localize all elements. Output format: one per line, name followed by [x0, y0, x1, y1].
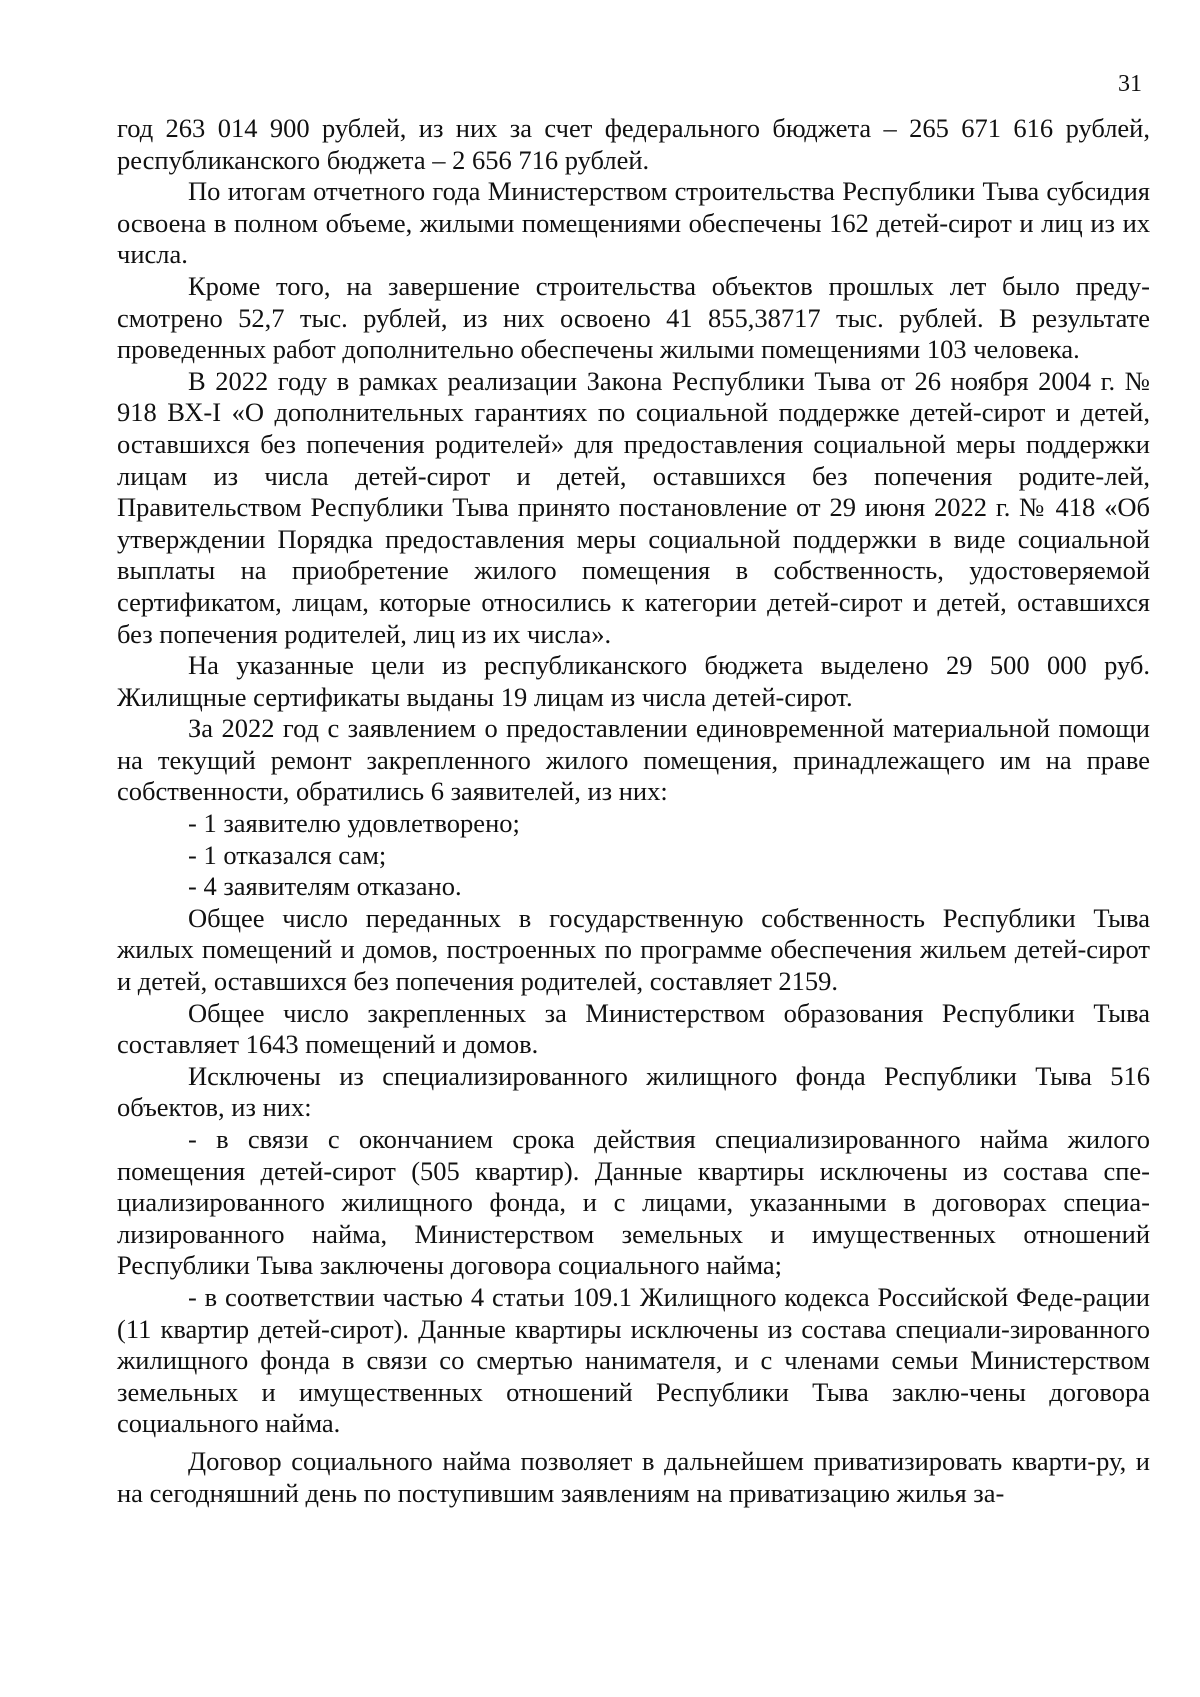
list-item-refused: - 4 заявителям отказано. [188, 871, 462, 902]
paragraph-law-implementation: В 2022 году в рамках реализации Закона Республики Тыва от 26 ноября 2004 г. № 918 ВХ-I «О дополнительных гарантиях по социальной поддержке детей-сирот и детей, оставшихся без попечения родителей» для предоставления социальной меры поддержки лицам из числа детей-сирот и детей, оставшихся без попечения родите-лей, Правительством Республики Тыва принято постановление от 29 июня 2022 г. № 418 «Об утверждении Порядка предоставления меры социальной поддержки в виде социальной выплаты на приобретение жилого помещения в собственность, удостоверяемой сертификатом, лицам, которые относились к категории детей-сирот и детей, оставшихся без попечения родителей, лиц из их числа». [117, 365, 1150, 649]
list-item-withdrew: - 1 отказался сам; [188, 839, 387, 870]
list-item-expired-lease: - в связи с окончанием срока действия специализированного найма жилого помещения детей-сирот (505 квартир). Данные квартиры исключены из состава спе-циализированного жилищного фонда, и с лицами, указанными в договорах специа-лизированного найма, Министерством земельных и имущественных отношений Республики Тыва заключены договора социального найма; [117, 1124, 1150, 1281]
paragraph-privatization: Договор социального найма позволяет в дальнейшем приватизировать кварти-ру, и на сегодняшний день по поступившим заявлениям на приватизацию жилья за- [117, 1445, 1150, 1508]
list-item-approved: - 1 заявителю удовлетворено; [188, 808, 520, 839]
page-number: 31 [1118, 71, 1142, 97]
document-body [117, 113, 1150, 1509]
paragraph-previous-years-construction: Кроме того, на завершение строительства объектов прошлых лет было преду-смотрено 52,7 тыс. рублей, из них освоено 41 855,38717 тыс. рублей. В результате проведенных работ дополнительно обеспечены жилыми помещениями 103 человека. [117, 270, 1150, 365]
paragraph-republican-budget: На указанные цели из республиканского бюджета выделено 29 500 000 руб. Жилищные сертификаты выданы 19 лицам из числа детей-сирот. [117, 650, 1150, 712]
paragraph-excluded-objects: Исключены из специализированного жилищного фонда Республики Тыва 516 объектов, из них: [117, 1060, 1150, 1123]
paragraph-state-property-transfer: Общее число переданных в государственную собственность Республики Тыва жилых помещений и домов, построенных по программе обеспечения жильем детей-сирот и детей, оставшихся без попечения родителей, составляет 2159. [117, 902, 1150, 997]
paragraph-ministry-education-assigned: Общее число закрепленных за Министерством образования Республики Тыва составляет 1643 помещений и домов. [117, 997, 1150, 1060]
list-item-housing-code: - в соответствии частью 4 статьи 109.1 Жилищного кодекса Российской Феде-рации (11 квартир детей-сирот). Данные квартиры исключены из состава специали-зированного жилищного фонда в связи со смертью нанимателя, и с членами семьи Министерством земельных и имущественных отношений Республики Тыва заклю-чены договора социального найма. [117, 1281, 1150, 1439]
paragraph-budget-continuation: год 263 014 900 рублей, из них за счет федерального бюджета – 265 671 616 рублей, республиканского бюджета – 2 656 716 рублей. [117, 113, 1150, 175]
paragraph-subsidy-results: По итогам отчетного года Министерством строительства Республики Тыва субсидия освоена в полном объеме, жилыми помещениями обеспечены 162 детей-сирот и лиц из их числа. [117, 176, 1150, 270]
paragraph-repair-assistance: За 2022 год с заявлением о предоставлении единовременной материальной помощи на текущий ремонт закрепленного жилого помещения, принадлежащего им на праве собственности, обратились 6 заявителей, из них: [117, 713, 1150, 807]
